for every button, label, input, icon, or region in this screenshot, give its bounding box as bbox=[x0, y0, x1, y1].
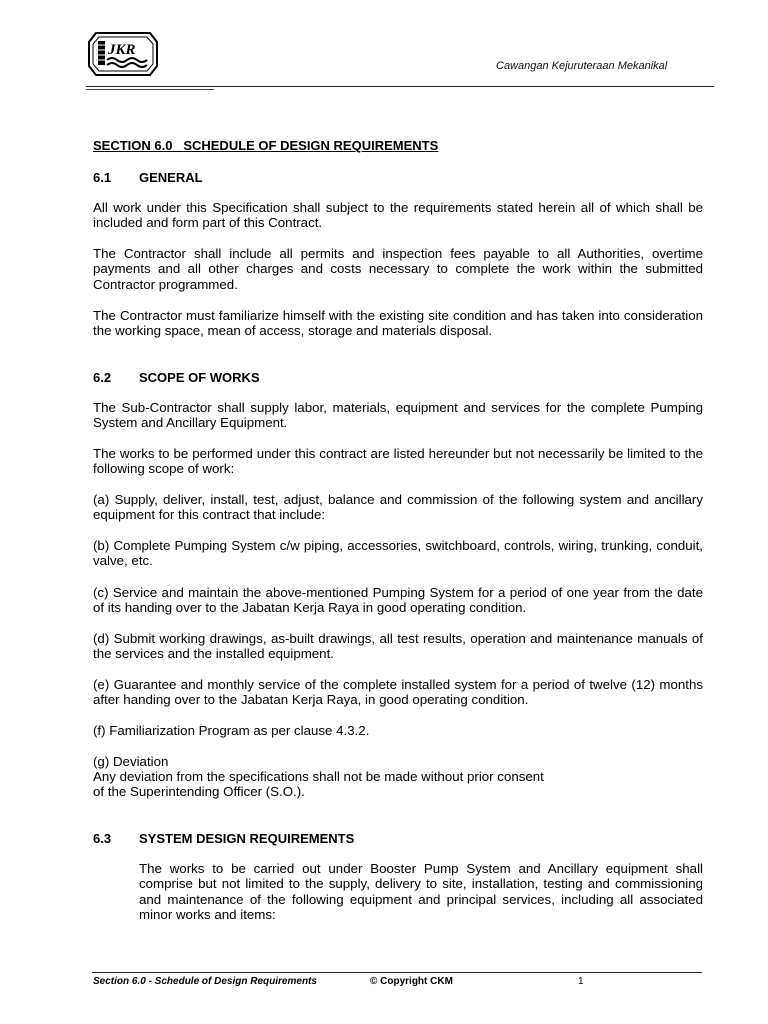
list-item-g-title: (g) Deviation bbox=[93, 754, 169, 769]
list-item-g-line1: Any deviation from the specifications shall not be made without prior consent bbox=[93, 769, 544, 784]
list-item-e: (e) Guarantee and monthly service of the complete installed system for a period of twelve (12) months after handing over to the Jabatan Kerja Raya, in good operating condition. bbox=[93, 677, 703, 708]
heading-text: SYSTEM DESIGN REQUIREMENTS bbox=[139, 831, 355, 846]
organization-name: Cawangan Kejuruteraan Mekanikal bbox=[496, 60, 668, 72]
list-item-a: (a) Supply, deliver, install, test, adjust, balance and commission of the following system and ancillary equipment for this contract that include: bbox=[93, 492, 703, 523]
list-item-g-line2: of the Superintending Officer (S.O.). bbox=[93, 784, 305, 799]
header-rule bbox=[86, 86, 714, 87]
list-item-d: (d) Submit working drawings, as-built drawings, all test results, operation and maintenance manuals of the services and the installed equipment. bbox=[93, 631, 703, 662]
footer-section: Section 6.0 - Schedule of Design Requirements bbox=[93, 976, 317, 987]
list-item-c: (c) Service and maintain the above-mentioned Pumping System for a period of one year from the date of its handing over to the Jabatan Kerja Raya in good operating condition. bbox=[93, 585, 703, 616]
heading-6-2 bbox=[93, 370, 703, 385]
paragraph: The Sub-Contractor shall supply labor, materials, equipment and services for the complete Pumping System and Ancillary Equipment. bbox=[93, 400, 703, 431]
jkr-emblem-icon bbox=[88, 32, 158, 76]
section-number: SECTION 6.0 bbox=[93, 138, 173, 153]
paragraph: The works to be performed under this contract are listed hereunder but not necessarily be limited to the following scope of work: bbox=[93, 446, 703, 477]
footer-copyright: © Copyright CKM bbox=[370, 976, 453, 987]
paragraph: The Contractor shall include all permits and inspection fees payable to all Authorities, overtime payments and all other charges and costs necessary to complete the work within the submitted Contractor programmed. bbox=[93, 246, 703, 292]
list-item-b: (b) Complete Pumping System c/w piping, accessories, switchboard, controls, wiring, trunking, conduit, valve, etc. bbox=[93, 538, 703, 569]
jkr-logo bbox=[88, 32, 158, 76]
section-title-text: SCHEDULE OF DESIGN REQUIREMENTS bbox=[183, 138, 439, 153]
section-title bbox=[93, 138, 703, 153]
footer-rule bbox=[92, 972, 702, 973]
paragraph: All work under this Specification shall subject to the requirements stated herein all of which shall be included and form part of this Contract. bbox=[93, 200, 703, 231]
heading-6-3 bbox=[93, 831, 703, 846]
list-item-f: (f) Familiarization Program as per clause 4.3.2. bbox=[93, 723, 370, 738]
paragraph: The works to be carried out under Booster Pump System and Ancillary equipment shall comprise but not limited to the supply, delivery to site, installation, testing and commissioning and maintenance of the following equipment and principal services, including all associated minor works and items: bbox=[139, 861, 703, 923]
paragraph: The Contractor must familiarize himself with the existing site condition and has taken into consideration the working space, mean of access, storage and materials disposal. bbox=[93, 308, 703, 339]
heading-6-1 bbox=[93, 170, 703, 185]
header-rule-short bbox=[86, 89, 214, 90]
heading-text: SCOPE OF WORKS bbox=[139, 370, 260, 385]
heading-number: 6.2 bbox=[93, 370, 112, 385]
logo-text: JKR bbox=[108, 42, 136, 58]
heading-number: 6.3 bbox=[93, 831, 112, 846]
heading-number: 6.1 bbox=[93, 170, 112, 185]
heading-text: GENERAL bbox=[139, 170, 203, 185]
page-number: 1 bbox=[578, 976, 584, 987]
